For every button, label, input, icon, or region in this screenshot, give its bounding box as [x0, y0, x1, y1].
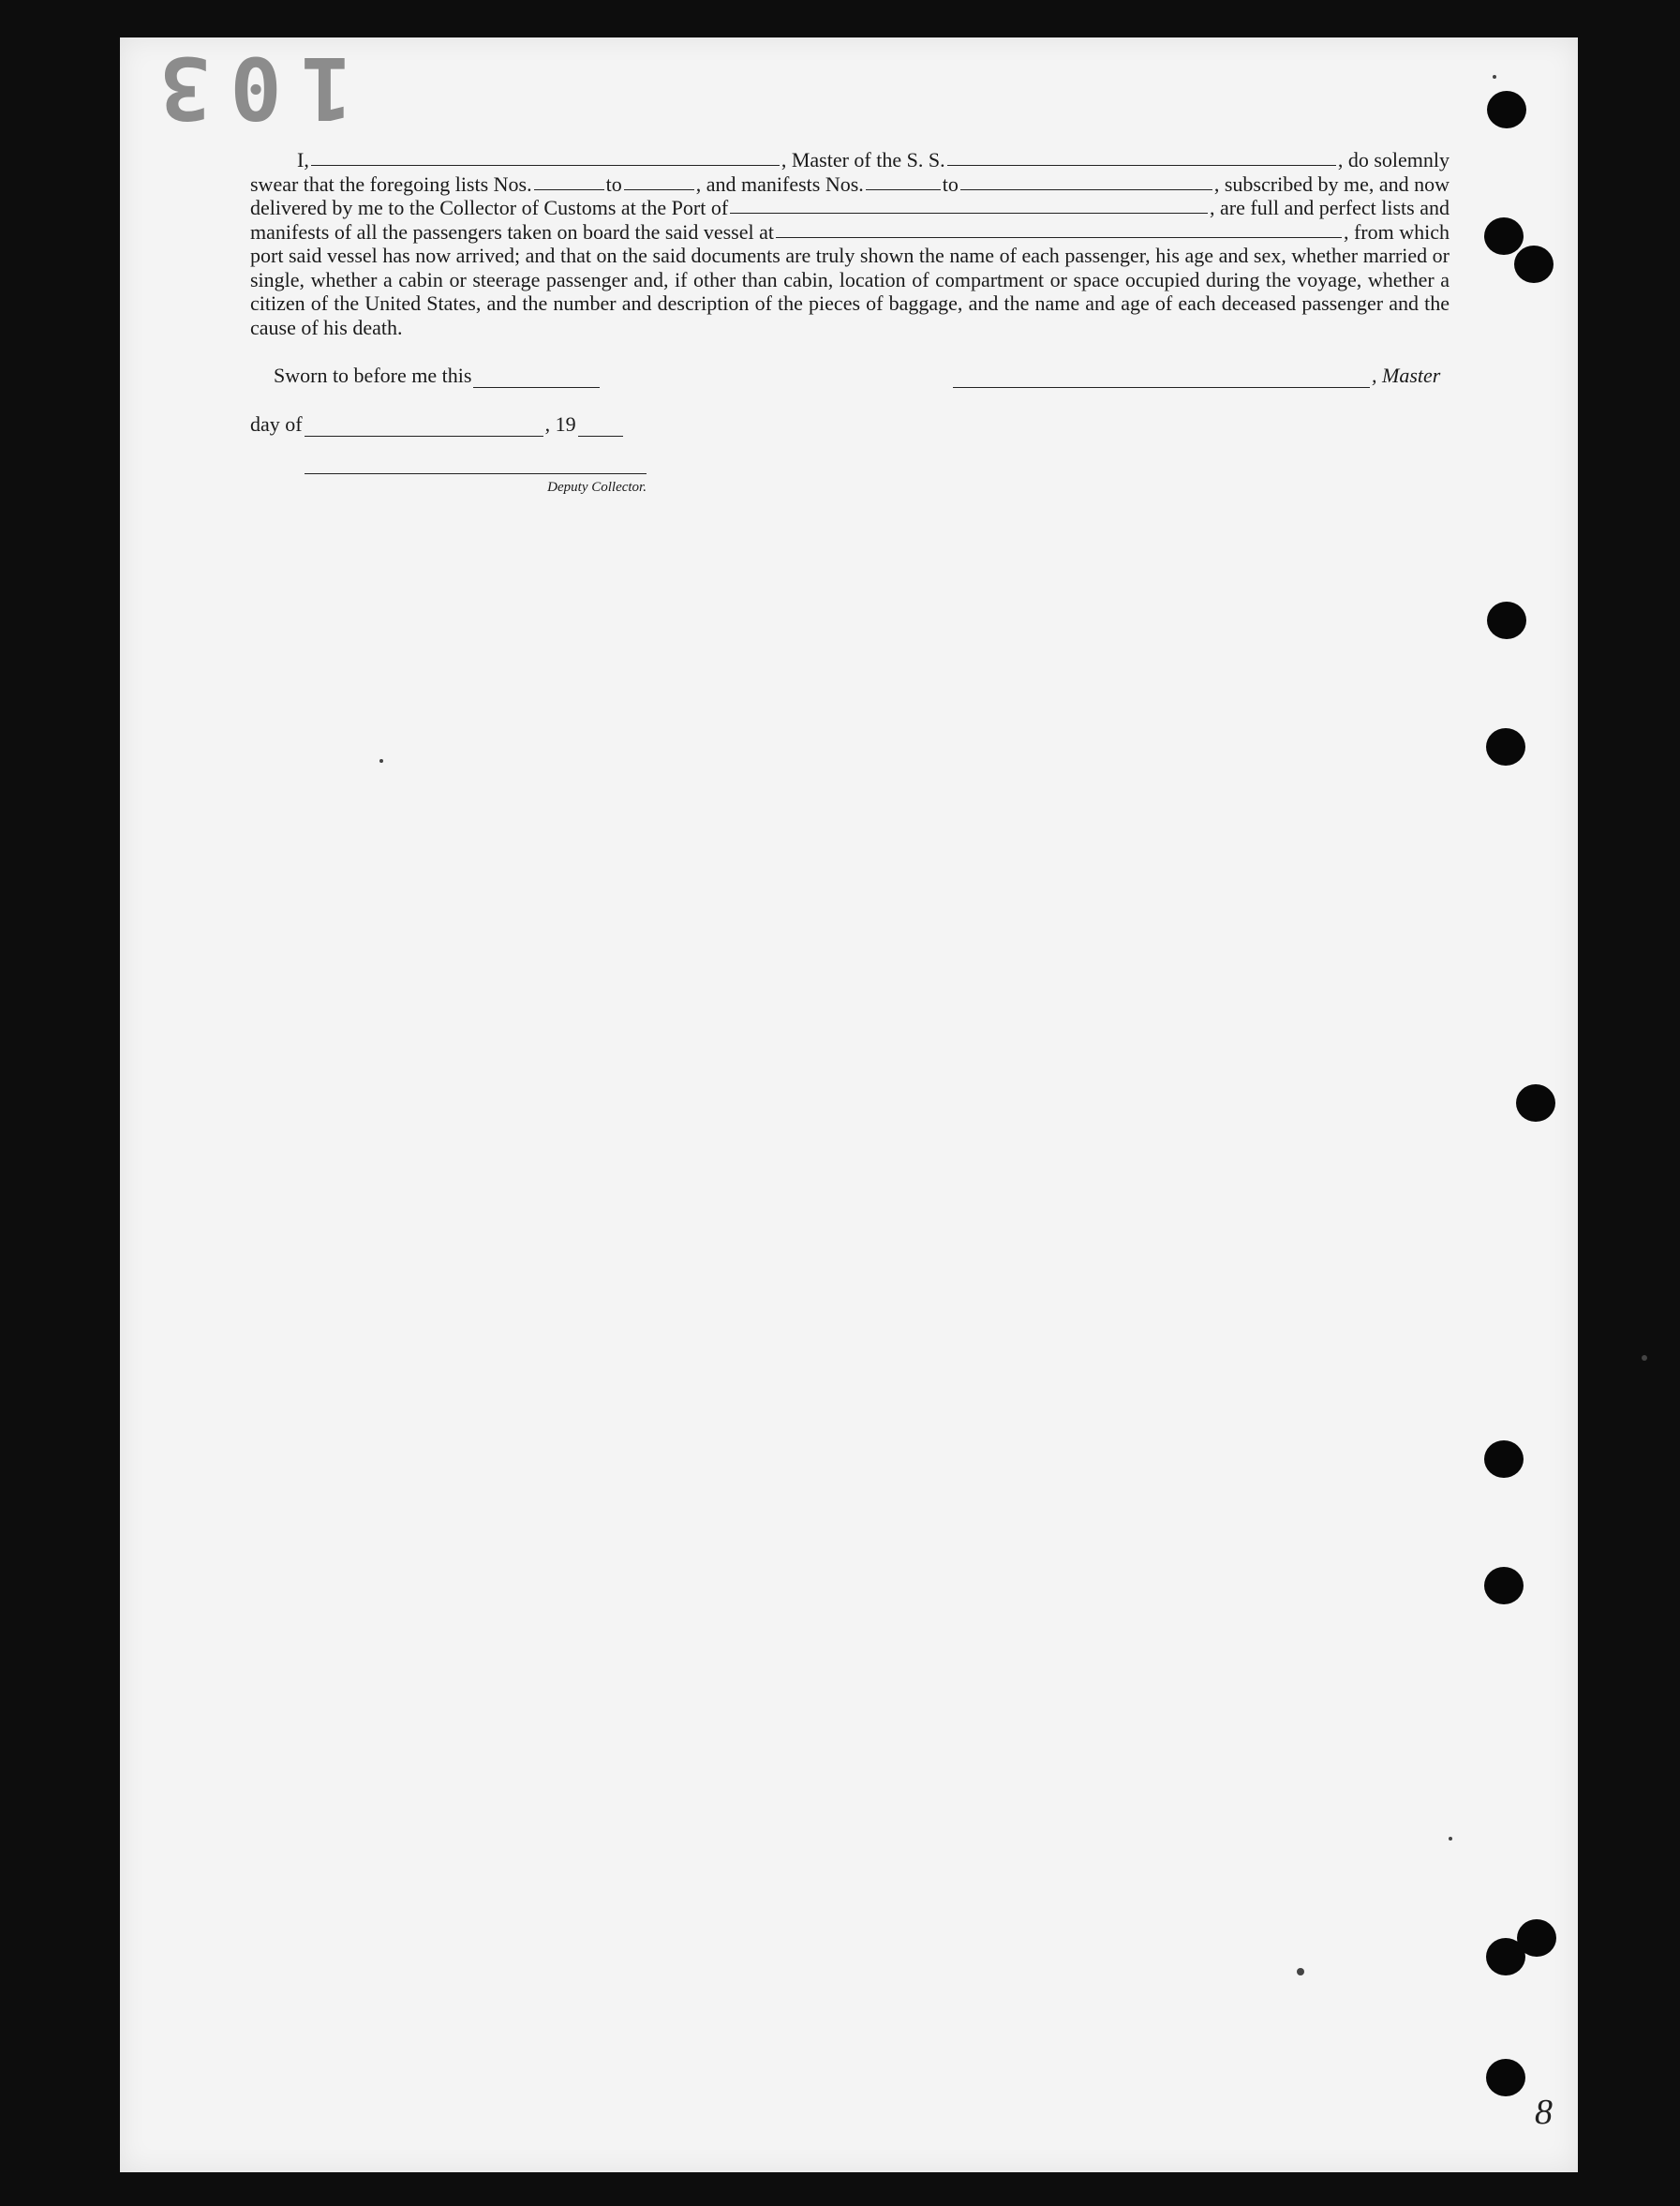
binder-hole: [1484, 1440, 1524, 1478]
sworn-date-blank: [473, 370, 600, 388]
binder-hole: [1486, 1938, 1525, 1975]
speck: [379, 759, 383, 763]
oath-text: , from which: [1343, 219, 1450, 244]
oath-line-2: [250, 172, 1450, 197]
port-blank: [730, 196, 1208, 214]
speck: [1642, 1355, 1647, 1361]
oath-text: to: [605, 171, 622, 196]
master-name-blank: [311, 148, 780, 166]
oath-text: , and manifests Nos.: [695, 171, 864, 196]
oath-text: to: [942, 171, 959, 196]
binder-hole: [1484, 217, 1524, 255]
master-signature-blank: [953, 370, 1370, 388]
binder-hole: [1484, 1567, 1524, 1604]
deputy-collector-signature: Deputy Collector.: [305, 473, 647, 496]
year-blank: [578, 419, 623, 437]
lists-from-blank: [534, 172, 604, 190]
oath-paragraph: [250, 148, 1450, 339]
speck: [1449, 1837, 1452, 1841]
manifests-to-blank: [960, 172, 1212, 190]
binder-hole: [1514, 246, 1554, 283]
master-label: , Master: [1372, 364, 1441, 387]
manifest-page: [120, 37, 1578, 2172]
oath-text-rest: port said vessel has now arrived; and that on the said documents are truly shown the name of each passenger, his age and sex, whether married or single, whether a cabin or steerage passenger and, if other than cabin, location of compartment or space occupied during the voyage, whether a citizen of the United States, and the number and description of the pieces of baggage, and the name and age of each deceased passenger and the cause of his death.: [250, 244, 1450, 339]
oath-text: swear that the foregoing lists Nos.: [250, 171, 532, 196]
year-label: , 19: [544, 412, 576, 436]
oath-text: I,: [297, 148, 309, 171]
oath-text: , Master of the S. S.: [781, 148, 945, 171]
oath-line-4: [250, 220, 1450, 245]
ship-name-blank: [947, 148, 1336, 166]
sworn-line: [274, 364, 602, 388]
oath-text: manifests of all the passengers taken on board the said vessel at: [250, 219, 775, 244]
departure-port-blank: [776, 220, 1342, 238]
oath-line-3: [250, 196, 1450, 220]
day-of-line: [250, 412, 625, 437]
binder-hole: [1486, 2059, 1525, 2096]
binder-hole: [1487, 91, 1526, 128]
oath-text: , are full and perfect lists and: [1210, 196, 1450, 219]
day-label: day of: [250, 412, 303, 436]
handwritten-mark: 8: [1535, 2093, 1553, 2132]
page-number-stamp: 103: [141, 37, 353, 138]
oath-text: delivered by me to the Collector of Customs at the Port of: [250, 196, 729, 219]
oath-text: , subscribed by me, and now: [1213, 171, 1450, 196]
sworn-label: Sworn to before me this: [274, 364, 472, 387]
month-blank: [305, 419, 543, 437]
speck: [1297, 1968, 1304, 1975]
binder-hole: [1487, 602, 1526, 639]
binder-hole: [1486, 728, 1525, 766]
binder-hole: [1516, 1084, 1555, 1122]
oath-text: , do solemnly: [1337, 148, 1450, 171]
manifests-from-blank: [866, 172, 941, 190]
master-signature-line: [951, 364, 1440, 388]
speck: [1493, 75, 1496, 79]
oath-line-1: [250, 148, 1450, 172]
lists-to-blank: [624, 172, 694, 190]
